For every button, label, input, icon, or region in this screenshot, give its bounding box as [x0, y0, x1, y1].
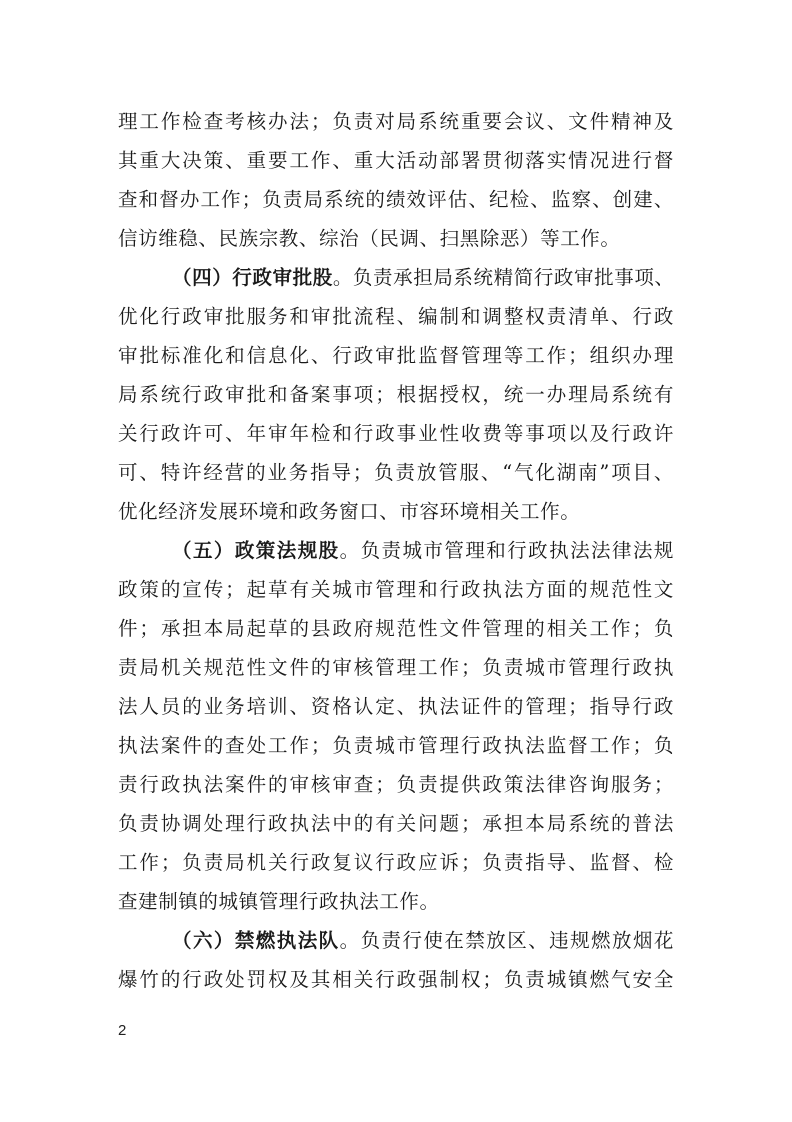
body-line: 审批标准化和信息化、行政审批监督管理等工作；组织办理 [118, 344, 674, 367]
body-line: 件；承担本局起草的县政府规范性文件管理的相关工作；负 [118, 617, 674, 640]
section-text: 。负责行使在禁放区、违规燃放烟花 [339, 929, 674, 952]
section-paragraph-start [172, 929, 674, 953]
body-line: 爆竹的行政处罚权及其相关行政强制权；负责城镇燃气安全 [118, 968, 674, 991]
page-number: 2 [118, 1022, 127, 1039]
section-paragraph-start [172, 266, 674, 290]
body-line: 理工作检查考核办法；负责对局系统重要会议、文件精神及 [118, 110, 674, 133]
section-heading: （六）禁燃执法队 [172, 929, 340, 952]
body-line: 信访维稳、民族宗教、综治（民调、扫黑除恶）等工作。 [118, 227, 621, 250]
body-line: 法人员的业务培训、资格认定、执法证件的管理；指导行政 [118, 695, 674, 718]
body-line: 责局机关规范性文件的审核管理工作；负责城市管理行政执 [118, 656, 674, 679]
body-line: 政策的宣传；起草有关城市管理和行政执法方面的规范性文 [118, 578, 674, 601]
body-line: 查建制镇的城镇管理行政执法工作。 [118, 890, 440, 913]
section-text: 。负责承担局系统精简行政审批事项、 [332, 266, 675, 289]
section-paragraph-start [172, 539, 674, 563]
section-heading: （五）政策法规股 [172, 539, 340, 562]
section-heading: （四）行政审批股 [172, 266, 333, 289]
body-line: 关行政许可、年审年检和行政事业性收费等事项以及行政许 [118, 422, 674, 445]
section-text: 。负责城市管理和行政执法法律法规 [339, 539, 674, 562]
body-line: 优化行政审批服务和审批流程、编制和调整权责清单、行政 [118, 305, 674, 328]
body-line: 负责协调处理行政执法中的有关问题；承担本局系统的普法 [118, 812, 674, 835]
body-line: 工作；负责局机关行政复议行政应诉；负责指导、监督、检 [118, 851, 674, 874]
body-line: 查和督办工作；负责局系统的绩效评估、纪检、监察、创建、 [118, 188, 674, 211]
body-line: 局系统行政审批和备案事项；根据授权，统一办理局系统有 [118, 383, 674, 406]
body-line: 可、特许经营的业务指导；负责放管服、“气化湖南”项目、 [118, 461, 674, 484]
body-line: 其重大决策、重要工作、重大活动部署贯彻落实情况进行督 [118, 149, 674, 172]
body-line: 责行政执法案件的审核审查；负责提供政策法律咨询服务； [118, 773, 674, 796]
body-line: 优化经济发展环境和政务窗口、市容环境相关工作。 [118, 500, 581, 523]
body-line: 执法案件的查处工作；负责城市管理行政执法监督工作；负 [118, 734, 674, 757]
